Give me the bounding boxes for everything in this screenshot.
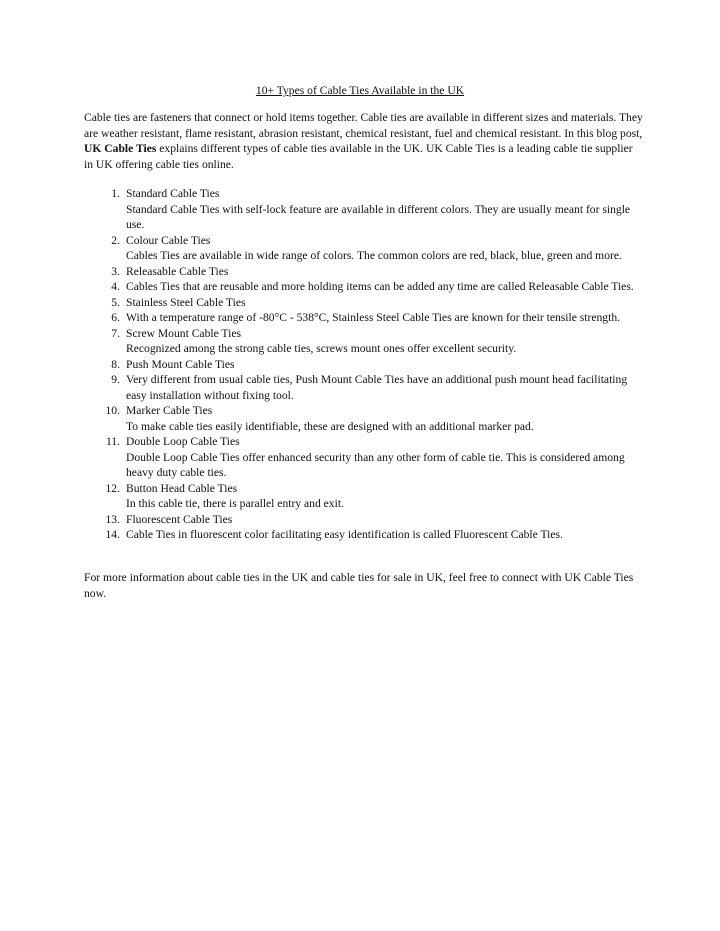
list-item-number: 13. bbox=[105, 512, 120, 526]
intro-text-end: explains different types of cable ties available in the UK. UK Cable Ties is a leading cable tie supplier in UK offering cable ties online. bbox=[84, 142, 633, 171]
list-item-text: Push Mount Cable Ties bbox=[126, 357, 235, 371]
list-item-description bbox=[84, 496, 644, 512]
list-item bbox=[84, 481, 644, 497]
intro-bold-brand: UK Cable Ties bbox=[84, 142, 157, 155]
list-item-description bbox=[84, 419, 644, 435]
list-item-number: 11. bbox=[105, 435, 120, 448]
list-item-text: Cables Ties that are reusable and more holding items can be added any time are called Releasable Cable Ties. bbox=[126, 280, 634, 293]
list-item-text: Cables Ties are available in wide range of colors. The common colors are red, black, blue, green and more. bbox=[126, 249, 622, 262]
list-item bbox=[84, 403, 644, 419]
list-item-text: Button Head Cable Ties bbox=[126, 481, 238, 495]
intro-text-start: Cable ties are fasteners that connect or hold items together. Cable ties are available in different sizes and materials. They are weather resistant, flame resistant, abrasion resistant, chemical resistant, fuel and chemical resistant. In this blog post, bbox=[84, 111, 643, 140]
list-item-text: Releasable Cable Ties bbox=[126, 264, 229, 278]
list-item-text: Marker Cable Ties bbox=[126, 404, 213, 417]
list-item-number: 12. bbox=[105, 481, 120, 495]
list-item-number: 8. bbox=[111, 357, 120, 371]
list-item-text: With a temperature range of -80°C - 538°C, Stainless Steel Cable Ties are known for their tensile strength. bbox=[126, 311, 621, 324]
list-item-number: 4. bbox=[111, 280, 120, 293]
list-item-text: Colour Cable Ties bbox=[126, 233, 211, 247]
list-item-description bbox=[84, 202, 644, 233]
list-item-text: Cable Ties in fluorescent color facilitating easy identification is called Fluorescent Cable Ties. bbox=[126, 528, 563, 541]
list-item-number: 2. bbox=[111, 233, 120, 247]
list-item-text: Fluorescent Cable Ties bbox=[126, 512, 233, 526]
list-item-text: Stainless Steel Cable Ties bbox=[126, 295, 246, 309]
list-item-number: 3. bbox=[111, 264, 120, 278]
list-item-text: Standard Cable Ties with self-lock feature are available in different colors. They are usually meant for single use. bbox=[126, 202, 631, 231]
list-item-text: Double Loop Cable Ties offer enhanced security than any other form of cable tie. This is considered among heavy duty cable ties. bbox=[126, 450, 625, 479]
list-item bbox=[84, 434, 644, 450]
list-item bbox=[84, 279, 644, 295]
list-item-number: 10. bbox=[105, 404, 120, 417]
list-item-number: 14. bbox=[105, 528, 120, 541]
list-item-text: To make cable ties easily identifiable, these are designed with an additional marker pad. bbox=[126, 419, 534, 433]
list-item bbox=[84, 512, 644, 528]
cable-tie-types-list bbox=[84, 186, 644, 543]
closing-paragraph: For more information about cable ties in the UK and cable ties for sale in UK, feel free to connect with UK Cable Ties now. bbox=[84, 571, 634, 600]
list-item bbox=[84, 264, 644, 280]
list-item-description bbox=[84, 248, 644, 264]
list-item-text: Recognized among the strong cable ties, screws mount ones offer excellent security. bbox=[126, 342, 517, 355]
list-item-description bbox=[84, 450, 644, 481]
list-item-number: 5. bbox=[111, 295, 120, 309]
list-item-text: Standard Cable Ties bbox=[126, 187, 220, 200]
page-title: 10+ Types of Cable Ties Available in the UK bbox=[255, 84, 465, 97]
list-item bbox=[84, 295, 644, 311]
list-item bbox=[84, 372, 644, 403]
list-item-number: 9. bbox=[111, 373, 120, 386]
list-item bbox=[84, 326, 644, 342]
list-item-text: Very different from usual cable ties, Push Mount Cable Ties have an additional push mount head facilitating easy installation without fixing tool. bbox=[126, 373, 628, 402]
list-item bbox=[84, 357, 644, 373]
list-item-text: Screw Mount Cable Ties bbox=[126, 326, 241, 340]
list-item-number: 7. bbox=[111, 326, 120, 340]
list-item-number: 1. bbox=[111, 187, 120, 200]
list-item bbox=[84, 186, 644, 202]
list-item bbox=[84, 527, 644, 543]
list-item bbox=[84, 310, 644, 326]
list-item-text: In this cable tie, there is parallel entry and exit. bbox=[126, 497, 344, 510]
list-item-number: 6. bbox=[111, 311, 120, 324]
list-item-description bbox=[84, 341, 644, 357]
list-item bbox=[84, 233, 644, 249]
intro-paragraph bbox=[84, 110, 644, 172]
list-item-text: Double Loop Cable Ties bbox=[126, 435, 240, 448]
